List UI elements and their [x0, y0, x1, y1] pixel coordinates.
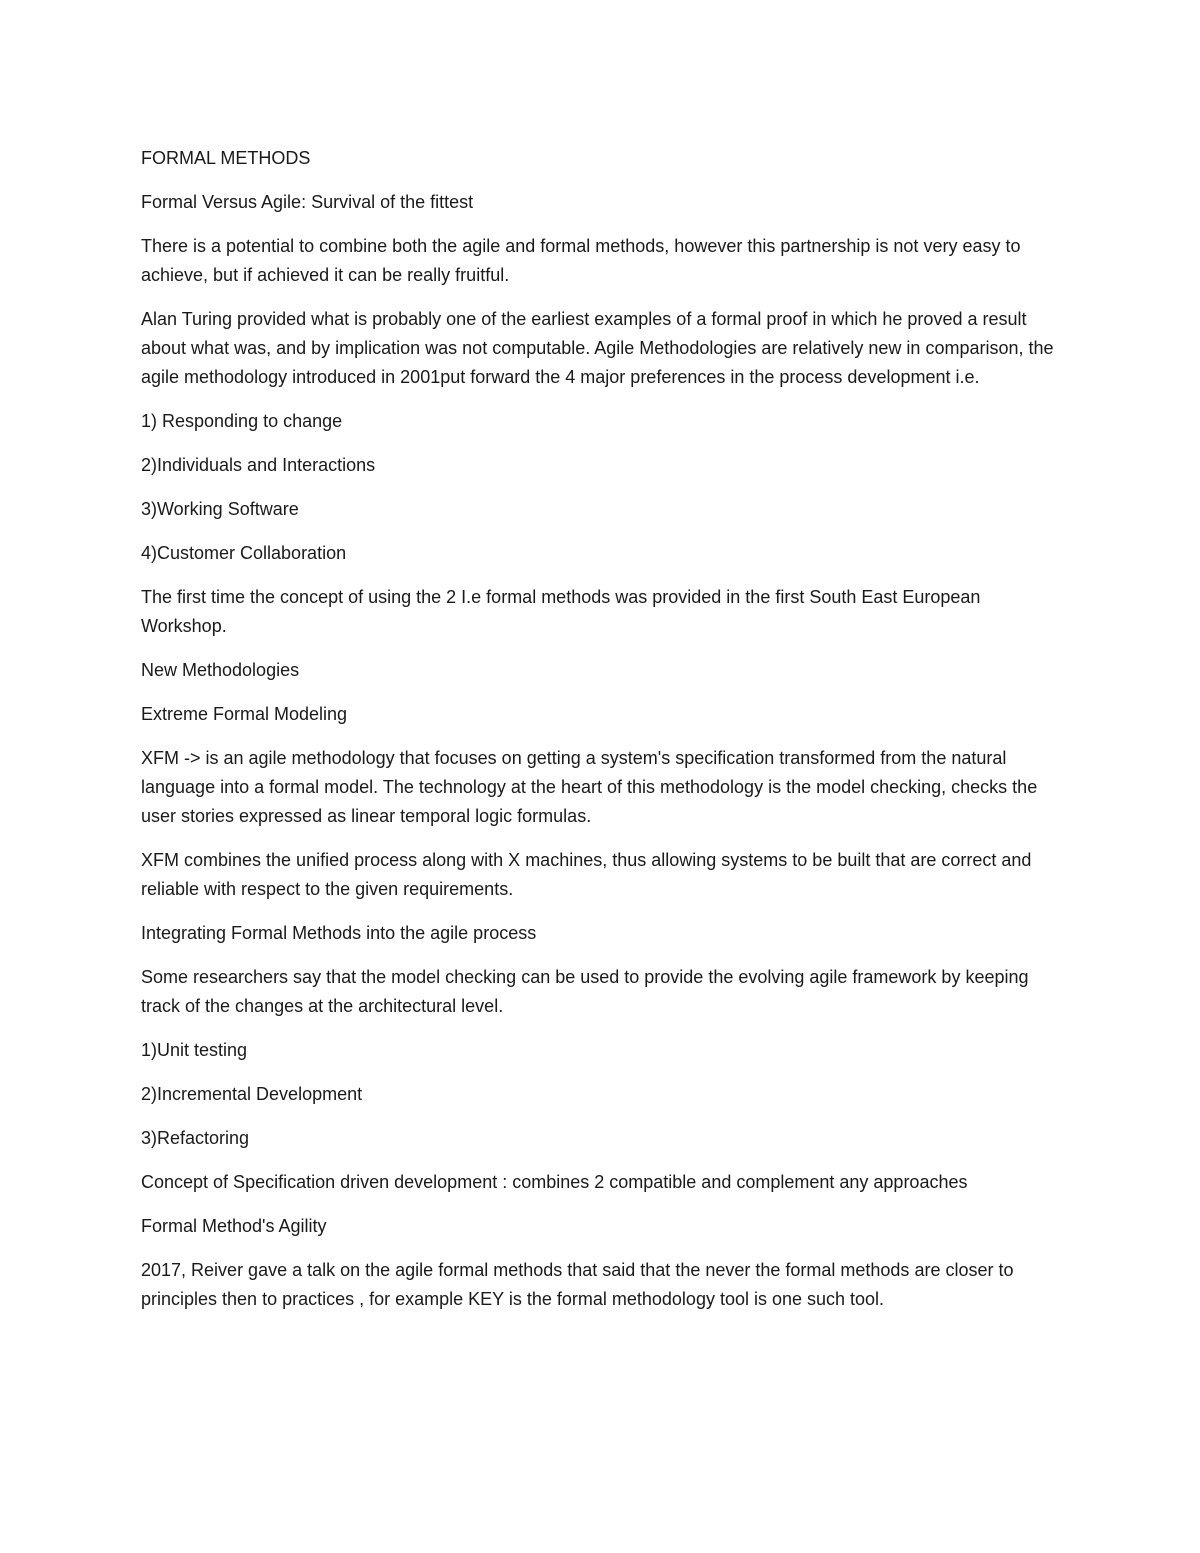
paragraph-specification-driven: Concept of Specification driven development : combines 2 compatible and complement any approaches: [141, 1172, 968, 1192]
paragraph-first-time-concept: The first time the concept of using the 2 I.e formal methods was provided in the first South East European Workshop.: [141, 587, 981, 636]
paragraph-xfm-definition: XFM -> is an agile methodology that focuses on getting a system's specification transformed from the natural language into a formal model. The technology at the heart of this methodology is the model checking, checks the user stories expressed as linear temporal logic formulas.: [141, 748, 1038, 826]
heading-integrating-formal-methods: Integrating Formal Methods into the agile process: [141, 923, 537, 943]
subtitle-formal-vs-agile: Formal Versus Agile: Survival of the fittest: [141, 192, 474, 212]
paragraph-xfm-combines: XFM combines the unified process along with X machines, thus allowing systems to be built that are correct and reliable with respect to the given requirements.: [141, 850, 1032, 899]
list-item-individuals-interactions: 2)Individuals and Interactions: [141, 455, 376, 475]
list-item-incremental-development: 2)Incremental Development: [141, 1084, 363, 1104]
document-title: FORMAL METHODS: [141, 148, 311, 168]
paragraph-combine-methods: There is a potential to combine both the agile and formal methods, however this partnership is not very easy to achieve, but if achieved it can be really fruitful.: [141, 236, 1021, 285]
list-item-responding-to-change: 1) Responding to change: [141, 411, 343, 431]
list-item-refactoring: 3)Refactoring: [141, 1128, 250, 1148]
heading-formal-methods-agility: Formal Method's Agility: [141, 1216, 327, 1236]
heading-extreme-formal-modeling: Extreme Formal Modeling: [141, 704, 348, 724]
paragraph-reiver-talk: 2017, Reiver gave a talk on the agile formal methods that said that the never the formal methods are closer to principles then to practices , for example KEY is the formal methodology tool is one such tool.: [141, 1260, 1014, 1309]
paragraph-model-checking: Some researchers say that the model checking can be used to provide the evolving agile framework by keeping track of the changes at the architectural level.: [141, 967, 1029, 1016]
document-body: [141, 144, 1071, 1329]
paragraph-alan-turing: Alan Turing provided what is probably one of the earliest examples of a formal proof in which he proved a result about what was, and by implication was not computable. Agile Methodologies are relatively new in comparison, the agile methodology introduced in 2001put forward the 4 major preferences in the process development i.e.: [141, 309, 1054, 387]
heading-new-methodologies: New Methodologies: [141, 660, 300, 680]
list-item-working-software: 3)Working Software: [141, 499, 299, 519]
list-item-unit-testing: 1)Unit testing: [141, 1040, 248, 1060]
list-item-customer-collaboration: 4)Customer Collaboration: [141, 543, 347, 563]
